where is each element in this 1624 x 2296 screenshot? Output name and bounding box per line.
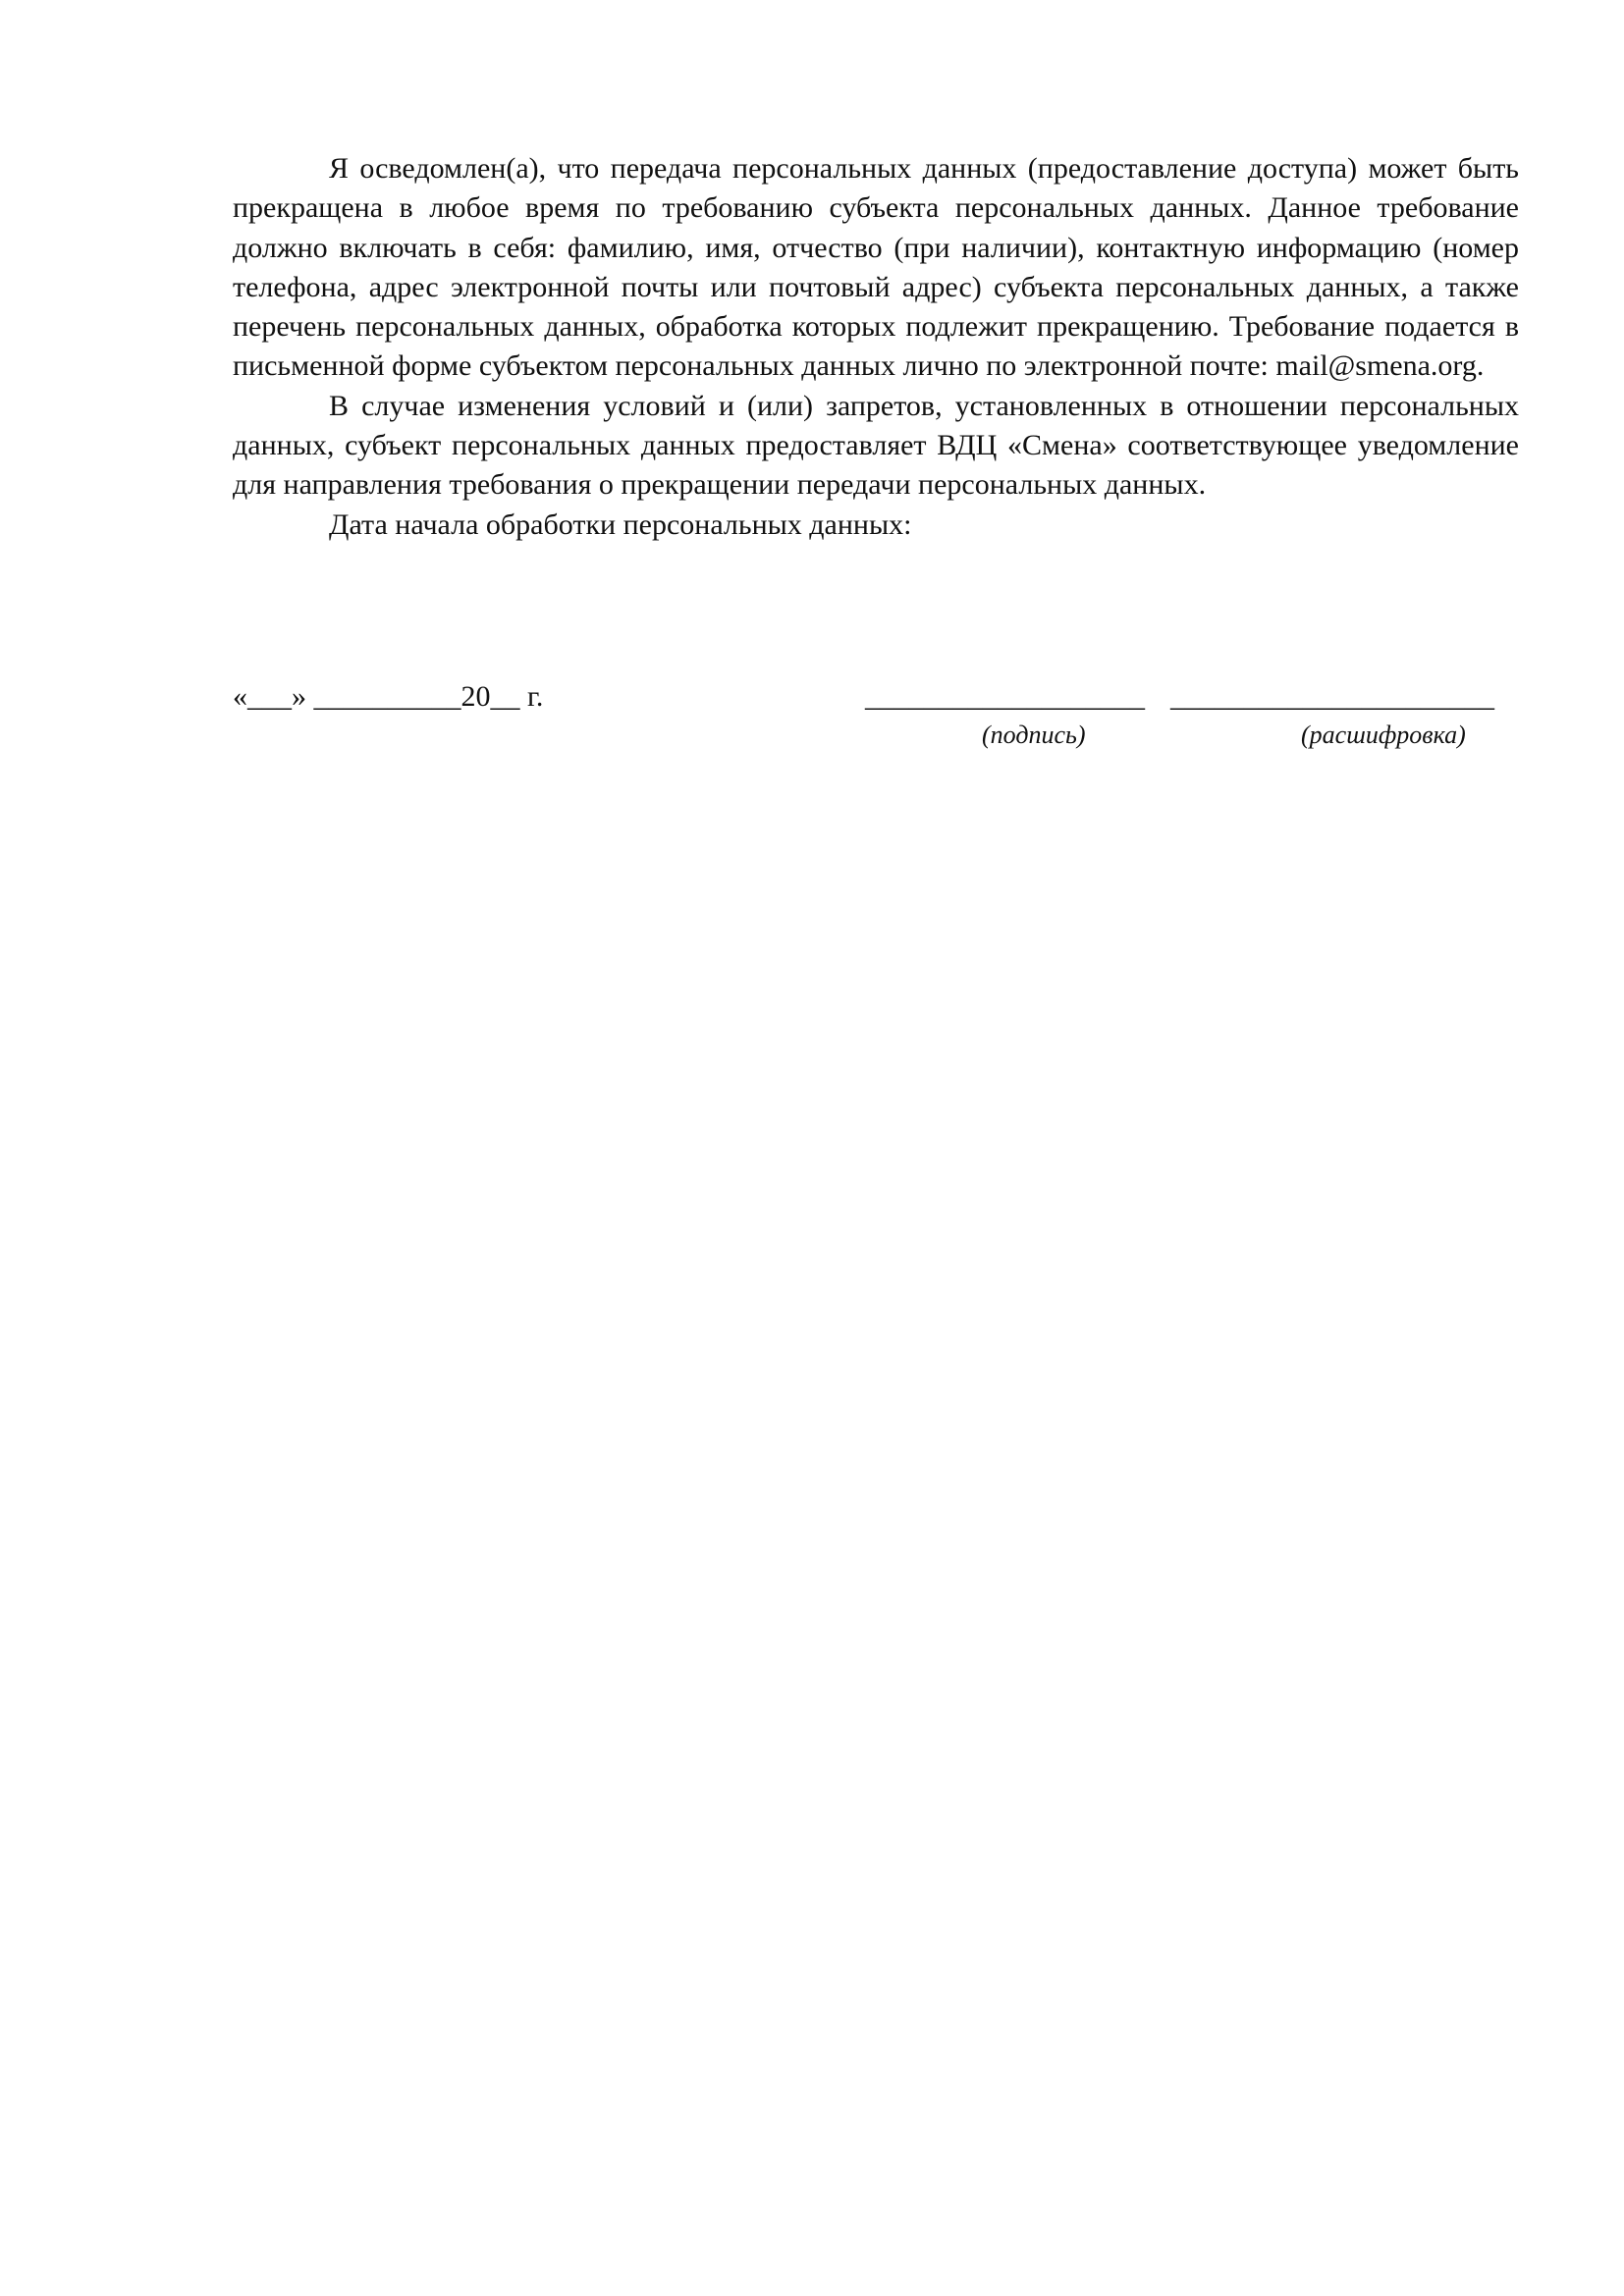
paragraph-start-date: Дата начала обработки персональных данных: xyxy=(329,507,912,541)
signature-decode-caption: (расшифровка) xyxy=(1301,721,1466,749)
signature-row xyxy=(233,677,1519,717)
paragraph-changes-notice: В случае изменения условий и (или) запретов, установленных в отношении персональных данных, субъект персональных данных предоставляет ВДЦ «Смена» соответствующее уведомление для направления требования о прекращении передачи персональных данных. xyxy=(233,389,1519,502)
signature-line: ___________________ xyxy=(865,680,1145,713)
paragraph-revocation: Я осведомлен(а), что передача персональных данных (предоставление доступа) может быть прекращена в любое время по требованию субъекта персональных данных. Данное требование должно включать в себя: фамилию, имя, отчество (при наличии), контактную информацию (номер телефона, адрес электронной почты или почтовый адрес) субъекта персональных данных, а также перечень персональных данных, обработка которых подлежит прекращению. Требование подается в письменной форме субъектом персональных данных лично по электронной почте: mail@smena.org. xyxy=(233,152,1519,383)
signature-caption: (подпись) xyxy=(982,721,1086,749)
date-field: «___» __________20__ г. xyxy=(233,680,544,713)
consent-text xyxy=(233,149,1519,545)
signature-decode-line: ______________________ xyxy=(1170,680,1494,713)
